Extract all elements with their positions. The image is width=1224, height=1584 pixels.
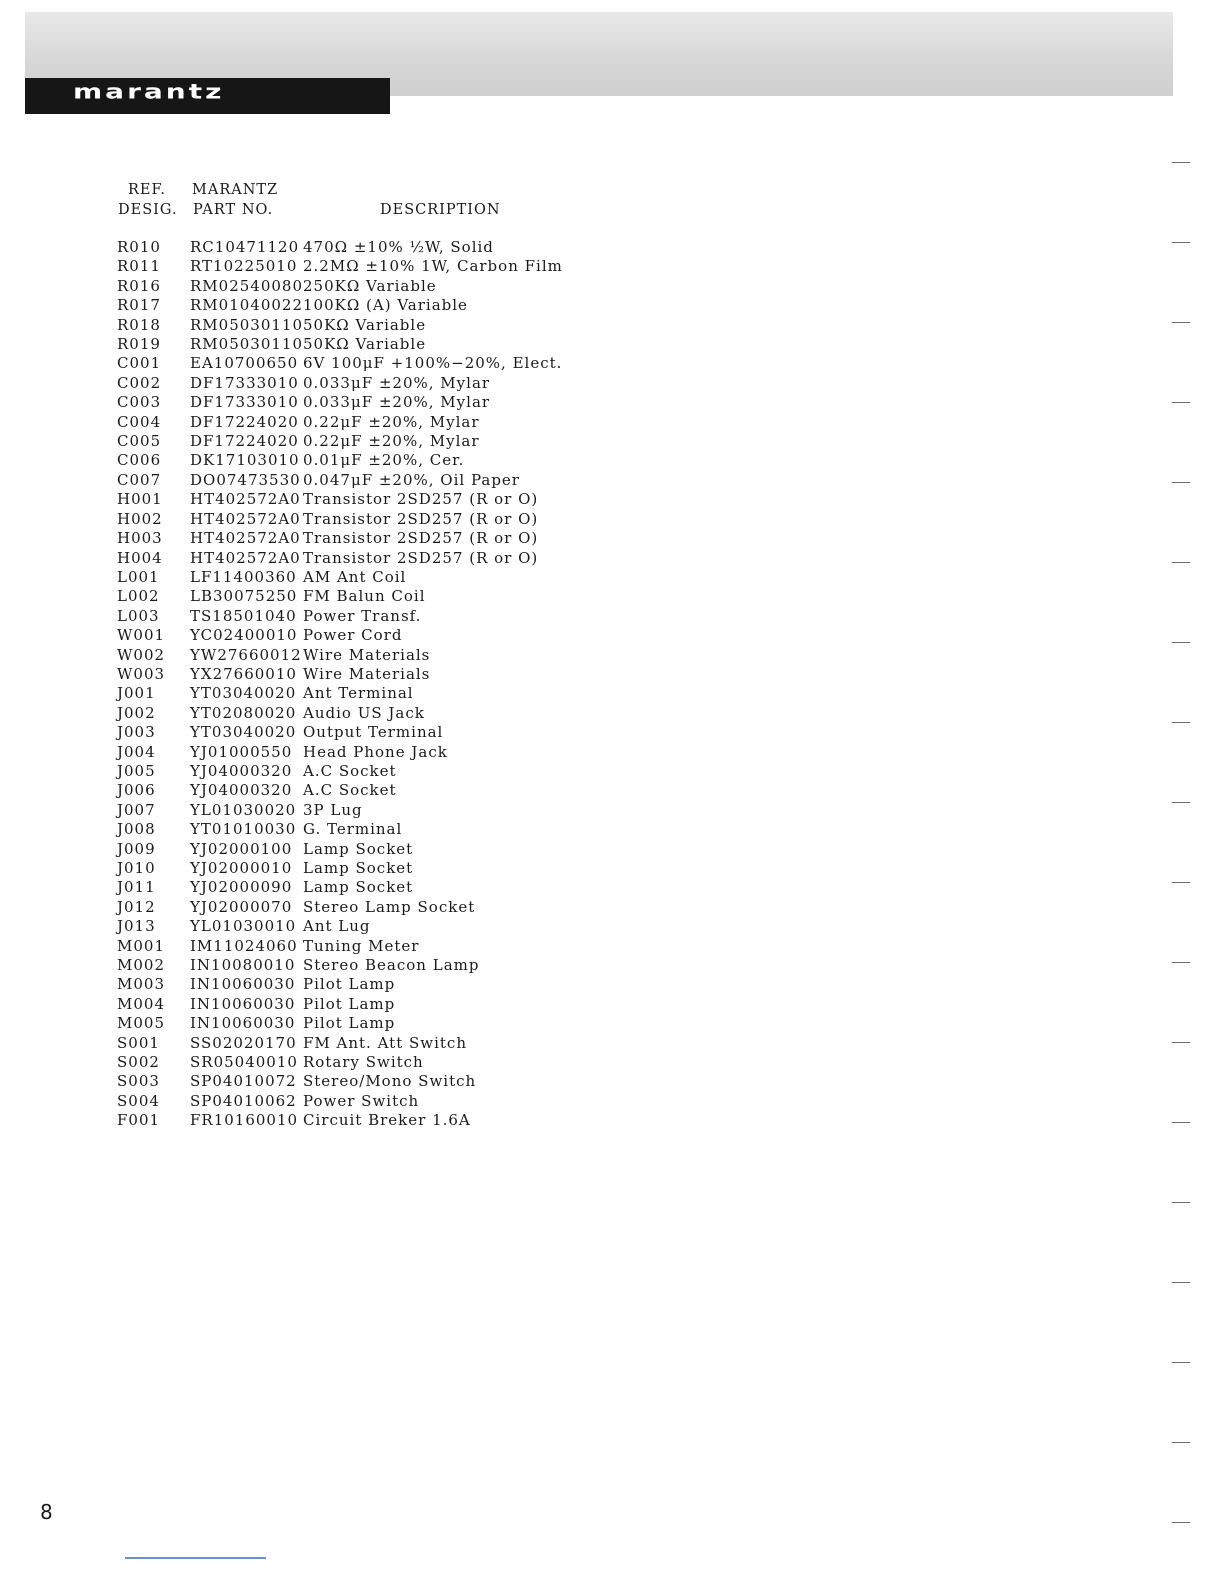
table-row [117, 820, 657, 839]
part-description: Power Switch [303, 1091, 420, 1110]
part-number: RC10471120 [190, 238, 300, 256]
table-row [117, 840, 657, 859]
part-number: IN10060030 [190, 994, 296, 1013]
margin-mark [1172, 482, 1190, 483]
table-row [117, 490, 657, 509]
ref-designator: J001 [117, 684, 156, 703]
part-number: DF17224020 [190, 432, 299, 451]
part-number: FR10160010 [190, 1111, 299, 1130]
part-description: Power Cord [303, 626, 403, 645]
part-number: YJ02000100 [190, 839, 293, 858]
table-row [117, 937, 657, 956]
part-number: YJ02000010 [190, 859, 293, 877]
ref-designator: S001 [117, 1033, 160, 1052]
ref-designator: H003 [117, 529, 163, 548]
ref-designator: M005 [117, 1014, 165, 1033]
table-row [117, 587, 657, 606]
table-row [117, 898, 657, 917]
part-description: Power Transf. [303, 606, 422, 625]
footer-rule [125, 1557, 266, 1559]
margin-mark [1172, 1122, 1190, 1123]
part-description: 50KΩ Variable [303, 315, 427, 334]
part-number: RM02540080 [190, 276, 304, 295]
part-number: SR05040010 [190, 1053, 298, 1072]
ref-designator: J009 [117, 839, 156, 858]
part-description: 6V 100μF +100%−20%, Elect. [303, 354, 563, 373]
part-description: Transistor 2SD257 (R or O) [303, 490, 539, 509]
part-description: A.C Socket [303, 781, 397, 800]
margin-mark [1172, 562, 1190, 563]
part-number: DF17333010 [190, 373, 299, 392]
part-description: Transistor 2SD257 (R or O) [303, 548, 539, 567]
margin-mark [1172, 802, 1190, 803]
margin-mark [1172, 1522, 1190, 1523]
ref-designator: J005 [117, 761, 156, 780]
ref-designator: C007 [117, 470, 162, 489]
ref-designator: S004 [117, 1091, 160, 1110]
table-row [117, 723, 657, 742]
part-number: YJ02000070 [190, 897, 293, 916]
ref-designator: M003 [117, 975, 165, 994]
table-row [117, 743, 657, 762]
table-row [117, 413, 657, 432]
table-row [117, 1072, 657, 1091]
part-description: 50KΩ Variable [303, 335, 427, 354]
part-description: Transistor 2SD257 (R or O) [303, 529, 539, 548]
ref-designator: J004 [117, 742, 156, 761]
table-row [117, 432, 657, 451]
table-row [117, 646, 657, 665]
ref-designator: J011 [117, 878, 156, 897]
table-row [117, 510, 657, 529]
table-row [117, 801, 657, 820]
table-row [117, 917, 657, 936]
part-description: 250KΩ Variable [303, 276, 437, 295]
part-number: IN10060030 [190, 1014, 296, 1033]
part-description: Output Terminal [303, 723, 444, 742]
ref-designator: C006 [117, 451, 162, 470]
ref-designator: R018 [117, 315, 161, 334]
ref-designator: J013 [117, 917, 156, 936]
ref-designator: H001 [117, 490, 163, 509]
part-description: Lamp Socket [303, 859, 414, 877]
table-row [117, 296, 657, 315]
ref-designator: H002 [117, 509, 163, 528]
ref-designator: W003 [117, 664, 166, 683]
table-row [117, 1053, 657, 1072]
table-row [117, 859, 657, 878]
part-description: FM Balun Coil [303, 587, 426, 606]
part-number: YJ04000320 [190, 781, 293, 800]
part-description: Circuit Breker 1.6A [303, 1111, 471, 1130]
part-description: 0.22μF ±20%, Mylar [303, 432, 480, 451]
ref-designator: L002 [117, 587, 160, 606]
part-description: Pilot Lamp [303, 1014, 396, 1033]
ref-designator: R011 [117, 257, 161, 276]
part-number: YX27660010 [190, 664, 297, 683]
table-row [117, 568, 657, 587]
ref-designator: M002 [117, 956, 165, 975]
table-row [117, 626, 657, 645]
page-number: 8 [40, 1500, 53, 1524]
part-description: Wire Materials [303, 645, 431, 664]
ref-designator: F001 [117, 1111, 161, 1130]
part-description: AM Ant Coil [303, 567, 407, 586]
part-description: Lamp Socket [303, 878, 414, 897]
parts-list [117, 238, 657, 1131]
part-description: Rotary Switch [303, 1053, 424, 1072]
margin-mark [1172, 402, 1190, 403]
table-row [117, 471, 657, 490]
table-row [117, 238, 657, 257]
part-number: YT01010030 [190, 820, 297, 839]
ref-designator: J012 [117, 897, 156, 916]
table-row [117, 257, 657, 276]
ref-designator: L001 [117, 567, 160, 586]
table-row [117, 607, 657, 626]
ref-designator: M001 [117, 936, 165, 955]
table-row [117, 335, 657, 354]
part-description: FM Ant. Att Switch [303, 1033, 467, 1052]
part-number: DK17103010 [190, 451, 300, 470]
part-number: SS02020170 [190, 1033, 297, 1052]
ref-designator: W002 [117, 645, 166, 664]
part-description: Stereo/Mono Switch [303, 1072, 477, 1091]
part-header-line2: PART NO. [193, 202, 274, 218]
ref-designator: C001 [117, 354, 162, 373]
ref-designator: J003 [117, 723, 156, 742]
part-description: A.C Socket [303, 761, 397, 780]
table-row [117, 374, 657, 393]
margin-mark [1172, 162, 1190, 163]
ref-designator: C004 [117, 412, 162, 431]
part-description: Stereo Beacon Lamp [303, 956, 480, 975]
margin-mark [1172, 1042, 1190, 1043]
margin-mark [1172, 722, 1190, 723]
description-header: DESCRIPTION [380, 202, 501, 218]
part-number: IM11024060 [190, 936, 298, 955]
part-number: LB30075250 [190, 587, 298, 606]
part-description: Tuning Meter [303, 936, 420, 955]
brand-logo [25, 78, 390, 114]
part-number: TS18501040 [190, 606, 297, 625]
margin-mark [1172, 882, 1190, 883]
part-number: RM05030110 [190, 335, 304, 354]
table-row [117, 354, 657, 373]
ref-header-line1: REF. [128, 182, 166, 198]
part-number: DF17333010 [190, 393, 299, 412]
part-number: YL01030010 [190, 917, 297, 936]
margin-mark [1172, 1202, 1190, 1203]
table-row [117, 878, 657, 897]
ref-designator: L003 [117, 606, 160, 625]
part-description: Transistor 2SD257 (R or O) [303, 509, 539, 528]
part-description: 0.033μF ±20%, Mylar [303, 373, 491, 392]
part-description: Ant Lug [303, 917, 371, 936]
table-row [117, 975, 657, 994]
table-row [117, 665, 657, 684]
part-description: Pilot Lamp [303, 975, 396, 994]
part-number: YC02400010 [190, 626, 298, 645]
part-number: YW27660012 [190, 645, 302, 664]
part-number: YT03040020 [190, 723, 297, 742]
part-number: IN10080010 [190, 956, 296, 975]
part-number: RM01040022 [190, 296, 304, 315]
margin-mark [1172, 242, 1190, 243]
part-description: 3P Lug [303, 800, 363, 819]
table-row [117, 316, 657, 335]
part-description: 0.033μF ±20%, Mylar [303, 393, 491, 412]
part-number: YT02080020 [190, 703, 297, 722]
part-description: Audio US Jack [303, 703, 425, 722]
table-row [117, 781, 657, 800]
ref-designator: H004 [117, 548, 163, 567]
ref-designator: S003 [117, 1072, 160, 1091]
table-row [117, 1034, 657, 1053]
margin-mark [1172, 1282, 1190, 1283]
margin-mark [1172, 642, 1190, 643]
part-number: SP04010072 [190, 1072, 297, 1091]
margin-mark [1172, 962, 1190, 963]
ref-designator: C003 [117, 393, 162, 412]
margin-mark [1172, 322, 1190, 323]
part-description: 0.01μF ±20%, Cer. [303, 451, 465, 470]
table-row [117, 529, 657, 548]
table-row [117, 1092, 657, 1111]
ref-designator: W001 [117, 626, 166, 645]
part-header-line1: MARANTZ [192, 182, 279, 198]
ref-designator: S002 [117, 1053, 160, 1072]
part-number: YJ02000090 [190, 878, 293, 897]
part-description: 2.2MΩ ±10% 1W, Carbon Film [303, 257, 563, 276]
part-number: IN10060030 [190, 975, 296, 994]
part-number: LF11400360 [190, 567, 297, 586]
part-description: Pilot Lamp [303, 994, 396, 1013]
ref-designator: J010 [117, 859, 156, 877]
part-description: 0.047μF ±20%, Oil Paper [303, 470, 520, 489]
part-description: Wire Materials [303, 664, 431, 683]
brand-logo-text: marantz [73, 79, 225, 104]
table-row [117, 704, 657, 723]
table-row [117, 1111, 657, 1130]
part-number: DF17224020 [190, 412, 299, 431]
part-number: EA10700650 [190, 354, 299, 373]
part-number: YL01030020 [190, 800, 297, 819]
ref-designator: J002 [117, 703, 156, 722]
part-number: HT402572A0 [190, 509, 301, 528]
part-number: YJ01000550 [190, 742, 293, 761]
part-number: YJ04000320 [190, 761, 293, 780]
ref-designator: R016 [117, 276, 161, 295]
table-row [117, 684, 657, 703]
ref-designator: M004 [117, 994, 165, 1013]
part-description: 470Ω ±10% ½W, Solid [303, 238, 494, 256]
ref-designator: R017 [117, 296, 161, 315]
ref-designator: C002 [117, 373, 162, 392]
ref-designator: J008 [117, 820, 156, 839]
part-description: Head Phone Jack [303, 742, 448, 761]
part-number: YT03040020 [190, 684, 297, 703]
ref-designator: J007 [117, 800, 156, 819]
ref-designator: R019 [117, 335, 161, 354]
table-row [117, 393, 657, 412]
part-number: HT402572A0 [190, 529, 301, 548]
part-number: RM05030110 [190, 315, 304, 334]
ref-designator: R010 [117, 238, 161, 256]
part-description: 0.22μF ±20%, Mylar [303, 412, 480, 431]
table-row [117, 995, 657, 1014]
table-row [117, 277, 657, 296]
part-number: DO07473530 [190, 470, 301, 489]
part-number: SP04010062 [190, 1091, 297, 1110]
part-description: G. Terminal [303, 820, 403, 839]
ref-header-line2: DESIG. [118, 202, 178, 218]
part-description: 100KΩ (A) Variable [303, 296, 468, 315]
ref-designator: C005 [117, 432, 162, 451]
part-number: HT402572A0 [190, 548, 301, 567]
part-description: Stereo Lamp Socket [303, 897, 476, 916]
margin-mark [1172, 1442, 1190, 1443]
table-row [117, 762, 657, 781]
table-row [117, 956, 657, 975]
part-description: Ant Terminal [303, 684, 414, 703]
table-row [117, 1014, 657, 1033]
ref-designator: J006 [117, 781, 156, 800]
part-number: HT402572A0 [190, 490, 301, 509]
table-row [117, 451, 657, 470]
part-description: Lamp Socket [303, 839, 414, 858]
part-number: RT10225010 [190, 257, 298, 276]
margin-mark [1172, 1362, 1190, 1363]
table-row [117, 549, 657, 568]
